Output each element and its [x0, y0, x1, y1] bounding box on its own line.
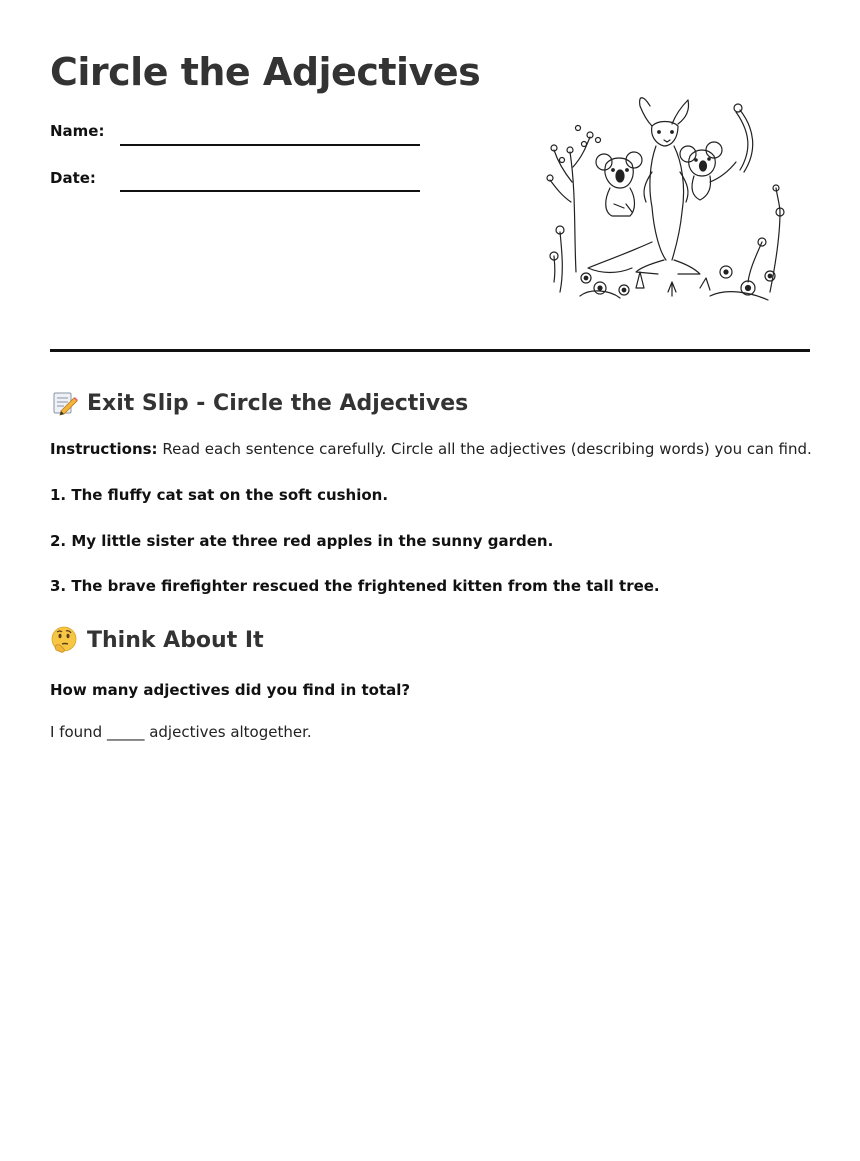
- kangaroo-koalas-illustration: [540, 92, 800, 314]
- worksheet-title: Circle the Adjectives: [50, 50, 481, 94]
- instructions-label: Instructions:: [50, 440, 158, 458]
- sentence-1[interactable]: 1. The fluffy cat sat on the soft cushion.: [50, 486, 389, 504]
- memo-pencil-icon: [50, 389, 78, 417]
- name-label: Name:: [50, 122, 105, 140]
- thinking-face-icon: [50, 626, 78, 654]
- exit-slip-heading: [50, 389, 468, 417]
- answer-line[interactable]: I found _____ adjectives altogether.: [50, 723, 312, 741]
- instructions-text: Read each sentence carefully. Circle all the adjectives (describing words) you can find.: [162, 440, 812, 458]
- sentence-3[interactable]: 3. The brave firefighter rescued the frightened kitten from the tall tree.: [50, 577, 660, 595]
- instructions: [50, 440, 812, 458]
- date-label: Date:: [50, 169, 96, 187]
- date-line[interactable]: [120, 190, 420, 192]
- think-heading-text: Think About It: [87, 627, 264, 653]
- question: How many adjectives did you find in total?: [50, 681, 411, 699]
- exit-slip-heading-text: Exit Slip - Circle the Adjectives: [87, 390, 469, 416]
- section-divider: [50, 349, 810, 352]
- think-heading: [50, 626, 264, 654]
- name-line[interactable]: [120, 144, 420, 146]
- sentence-2[interactable]: 2. My little sister ate three red apples in the sunny garden.: [50, 532, 554, 550]
